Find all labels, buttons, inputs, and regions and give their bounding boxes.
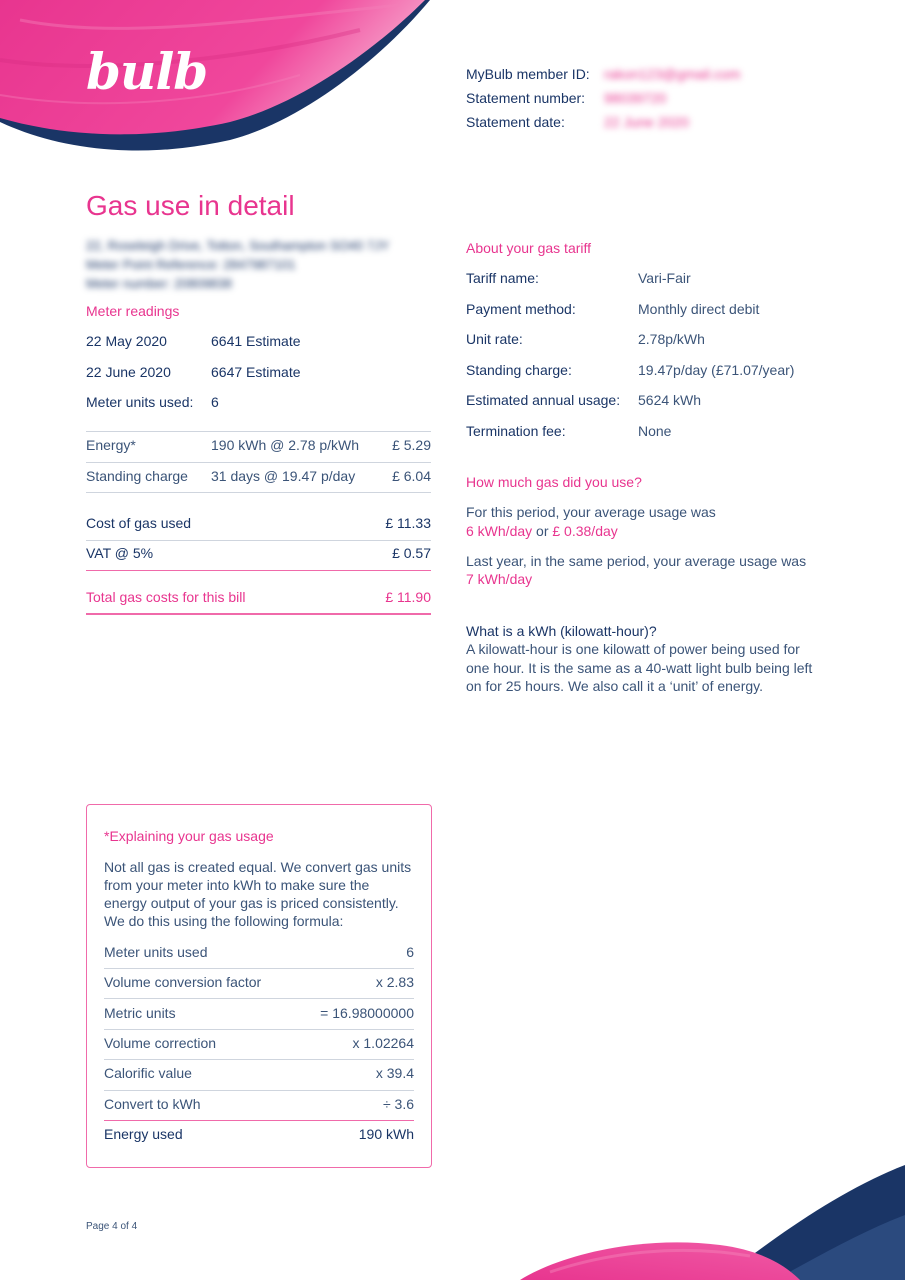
divider bbox=[104, 968, 414, 969]
explain-line-4: We do this using the following formula: bbox=[104, 913, 344, 929]
divider bbox=[86, 431, 431, 432]
annual-usage-label: Estimated annual usage: bbox=[466, 392, 621, 408]
tariff-name-label: Tariff name: bbox=[466, 270, 539, 286]
statement-date-label: Statement date: bbox=[466, 114, 565, 130]
energy-charge-amount: £ 5.29 bbox=[392, 437, 431, 453]
divider bbox=[86, 492, 431, 493]
last-year-kwh: 7 kWh/day bbox=[466, 571, 533, 587]
kwh-info-line-2: one hour. It is the same as a 40-watt light bulb being left bbox=[466, 660, 813, 676]
divider bbox=[104, 1029, 414, 1030]
formula-value-6: ÷ 3.6 bbox=[382, 1096, 414, 1112]
annual-usage-value: 5624 kWh bbox=[638, 392, 702, 408]
formula-label-5: Calorific value bbox=[104, 1065, 192, 1081]
header-brush-graphic bbox=[0, 0, 440, 165]
standing-charge-amount: £ 6.04 bbox=[392, 468, 431, 484]
formula-label-1: Meter units used bbox=[104, 944, 208, 960]
formula-value-4: x 1.02264 bbox=[352, 1035, 414, 1051]
energy-used-value: 190 kWh bbox=[358, 1126, 414, 1142]
standing-charge-rate-value: 19.47p/day (£71.07/year) bbox=[638, 362, 795, 378]
reading-date-2: 22 June 2020 bbox=[86, 364, 171, 380]
formula-label-3: Metric units bbox=[104, 1005, 176, 1021]
kwh-info-line-1: A kilowatt-hour is one kilowatt of power being used for bbox=[466, 641, 800, 657]
energy-charge-detail: 190 kWh @ 2.78 p/kWh bbox=[211, 437, 360, 453]
cost-of-gas-label: Cost of gas used bbox=[86, 515, 192, 531]
unit-rate-value: 2.78p/kWh bbox=[638, 331, 705, 347]
divider bbox=[104, 1090, 414, 1091]
kwh-info-heading: What is a kWh (kilowatt-hour)? bbox=[466, 623, 657, 639]
divider bbox=[86, 462, 431, 463]
tariff-name-value: Vari-Fair bbox=[638, 270, 691, 286]
payment-method-value: Monthly direct debit bbox=[638, 301, 760, 317]
vat-amount: £ 0.57 bbox=[392, 545, 431, 561]
cost-of-gas-amount: £ 11.33 bbox=[385, 515, 431, 531]
total-amount: £ 11.90 bbox=[385, 589, 431, 605]
standing-charge-label: Standing charge bbox=[86, 468, 188, 484]
formula-value-1: 6 bbox=[406, 944, 414, 960]
tariff-heading: About your gas tariff bbox=[466, 240, 592, 256]
supply-address: 22, Roseleigh Drive, Totton, Southampton SO40 7JY bbox=[86, 238, 390, 253]
total-label: Total gas costs for this bill bbox=[86, 589, 246, 605]
divider bbox=[104, 998, 414, 999]
explain-line-2: from your meter into kWh to make sure the bbox=[104, 877, 370, 893]
usage-heading: How much gas did you use? bbox=[466, 474, 642, 490]
total-bottom-rule bbox=[86, 613, 431, 615]
divider bbox=[104, 1059, 414, 1060]
last-year-text: Last year, in the same period, your average usage was bbox=[466, 553, 807, 569]
statement-date-value: 22 June 2020 bbox=[604, 114, 689, 130]
unit-rate-label: Unit rate: bbox=[466, 331, 523, 347]
termination-fee-value: None bbox=[638, 423, 672, 439]
member-id-label: MyBulb member ID: bbox=[466, 66, 590, 82]
energy-charge-label: Energy* bbox=[86, 437, 136, 453]
formula-value-5: x 39.4 bbox=[375, 1065, 414, 1081]
statement-number-value: 98039720 bbox=[604, 90, 667, 106]
explain-heading: *Explaining your gas usage bbox=[104, 828, 274, 844]
explain-line-3: energy output of your gas is priced consistently. bbox=[104, 895, 399, 911]
kwh-info-line-3: on for 25 hours. We also call it a ‘unit’ of energy. bbox=[466, 678, 764, 694]
usage-period-values bbox=[466, 522, 618, 540]
meter-point-reference: Meter Point Reference: 2847987101 bbox=[86, 257, 296, 272]
vat-label: VAT @ 5% bbox=[86, 545, 154, 561]
usage-period-cost: £ 0.38/day bbox=[552, 523, 618, 539]
page-title: Gas use in detail bbox=[86, 190, 295, 221]
energy-used-label: Energy used bbox=[104, 1126, 183, 1142]
payment-method-label: Payment method: bbox=[466, 301, 576, 317]
formula-label-4: Volume correction bbox=[104, 1035, 217, 1051]
formula-value-3: = 16.98000000 bbox=[320, 1005, 414, 1021]
footer-brush-graphic bbox=[520, 1160, 905, 1280]
page-number: Page 4 of 4 bbox=[86, 1221, 138, 1232]
formula-result-rule bbox=[104, 1120, 414, 1121]
total-top-rule bbox=[86, 570, 431, 571]
statement-number-label: Statement number: bbox=[466, 90, 586, 106]
meter-number: Meter number: 20809838 bbox=[86, 276, 232, 291]
formula-label-6: Convert to kWh bbox=[104, 1096, 201, 1112]
meter-readings-heading: Meter readings bbox=[86, 303, 180, 319]
standing-charge-detail: 31 days @ 19.47 p/day bbox=[211, 468, 356, 484]
termination-fee-label: Termination fee: bbox=[466, 423, 566, 439]
member-id-value: rakon123@gmail.com bbox=[604, 66, 741, 82]
explain-line-1: Not all gas is created equal. We convert gas units bbox=[104, 859, 412, 875]
reading-value-1: 6641 Estimate bbox=[211, 333, 301, 349]
formula-value-2: x 2.83 bbox=[375, 974, 414, 990]
divider bbox=[86, 540, 431, 541]
usage-period-text: For this period, your average usage was bbox=[466, 504, 716, 520]
usage-period-kwh: 6 kWh/day bbox=[466, 523, 533, 539]
reading-value-2: 6647 Estimate bbox=[211, 364, 301, 380]
bulb-logo: bulb bbox=[86, 42, 208, 101]
meter-units-used-label: Meter units used: bbox=[86, 394, 194, 410]
usage-or-text: or bbox=[536, 523, 549, 539]
reading-date-1: 22 May 2020 bbox=[86, 333, 167, 349]
standing-charge-rate-label: Standing charge: bbox=[466, 362, 572, 378]
meter-units-used-value: 6 bbox=[211, 394, 219, 410]
formula-label-2: Volume conversion factor bbox=[104, 974, 262, 990]
